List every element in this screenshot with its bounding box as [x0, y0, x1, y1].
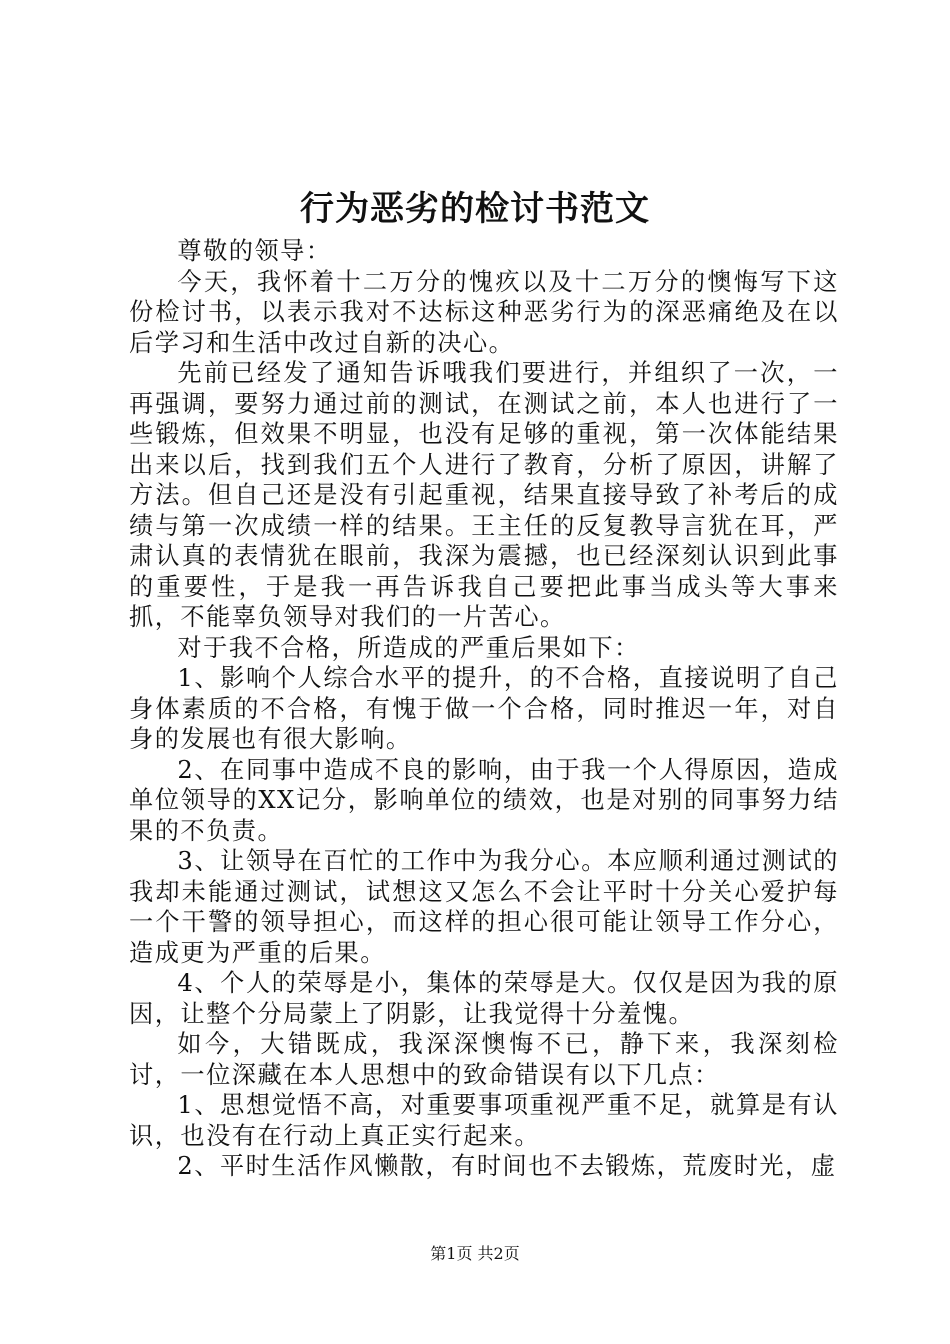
list-item: 1、影响个人综合水平的提升，的不合格，直接说明了自己身体素质的不合格，有愧于做一个合格，同时推迟一年，对自身的发展也有很大影响。	[129, 664, 839, 753]
salutation: 尊敬的领导：	[177, 237, 332, 265]
document-title: 行为恶劣的检讨书范文	[300, 189, 650, 229]
paragraph: 先前已经发了通知告诉哦我们要进行，并组织了一次，一再强调，要努力通过前的测试，在测试之前，本人也进行了一些锻炼，但效果不明显，也没有足够的重视，第一次体能结果出来以后，找到我们五个人进行了教育，分析了原因，讲解了方法。但自己还是没有引起重视，结果直接导致了补考后的成绩与第一次成绩一样的结果。王主任的反复教导言犹在耳，严肃认真的表情犹在眼前，我深为震撼，也已经深刻认识到此事的重要性，于是我一再告诉我自己要把此事当成头等大事来抓，不能辜负领导对我们的一片苦心。	[129, 359, 839, 631]
list-item: 3、让领导在百忙的工作中为我分心。本应顺利通过测试的我却未能通过测试，试想这又怎么不会让平时十分关心爱护每一个干警的领导担心，而这样的担心很可能让领导工作分心，造成更为严重的后果。	[129, 847, 839, 967]
document-body	[129, 236, 839, 1182]
paragraph: 如今，大错既成，我深深懊悔不已，静下来，我深刻检讨，一位深藏在本人思想中的致命错误有以下几点：	[129, 1030, 839, 1089]
paragraph: 对于我不合格，所造成的严重后果如下：	[177, 633, 640, 662]
paragraph: 今天，我怀着十二万分的愧疚以及十二万分的懊悔写下这份检讨书，以表示我对不达标这种恶劣行为的深恶痛绝及在以后学习和生活中改过自新的决心。	[129, 267, 839, 357]
list-item: 2、在同事中造成不良的影响，由于我一个人得原因，造成单位领导的XX记分，影响单位的绩效，也是对别的同事努力结果的不负责。	[129, 755, 839, 845]
list-item: 1、思想觉悟不高，对重要事项重视严重不足，就算是有认识，也没有在行动上真正实行起来。	[129, 1091, 839, 1150]
list-item: 4、个人的荣辱是小，集体的荣辱是大。仅仅是因为我的原因，让整个分局蒙上了阴影，让我觉得十分羞愧。	[129, 969, 839, 1028]
list-item: 2、平时生活作风懒散，有时间也不去锻炼，荒废时光，虚	[177, 1152, 837, 1180]
page-number: 第1页 共2页	[430, 1244, 520, 1263]
